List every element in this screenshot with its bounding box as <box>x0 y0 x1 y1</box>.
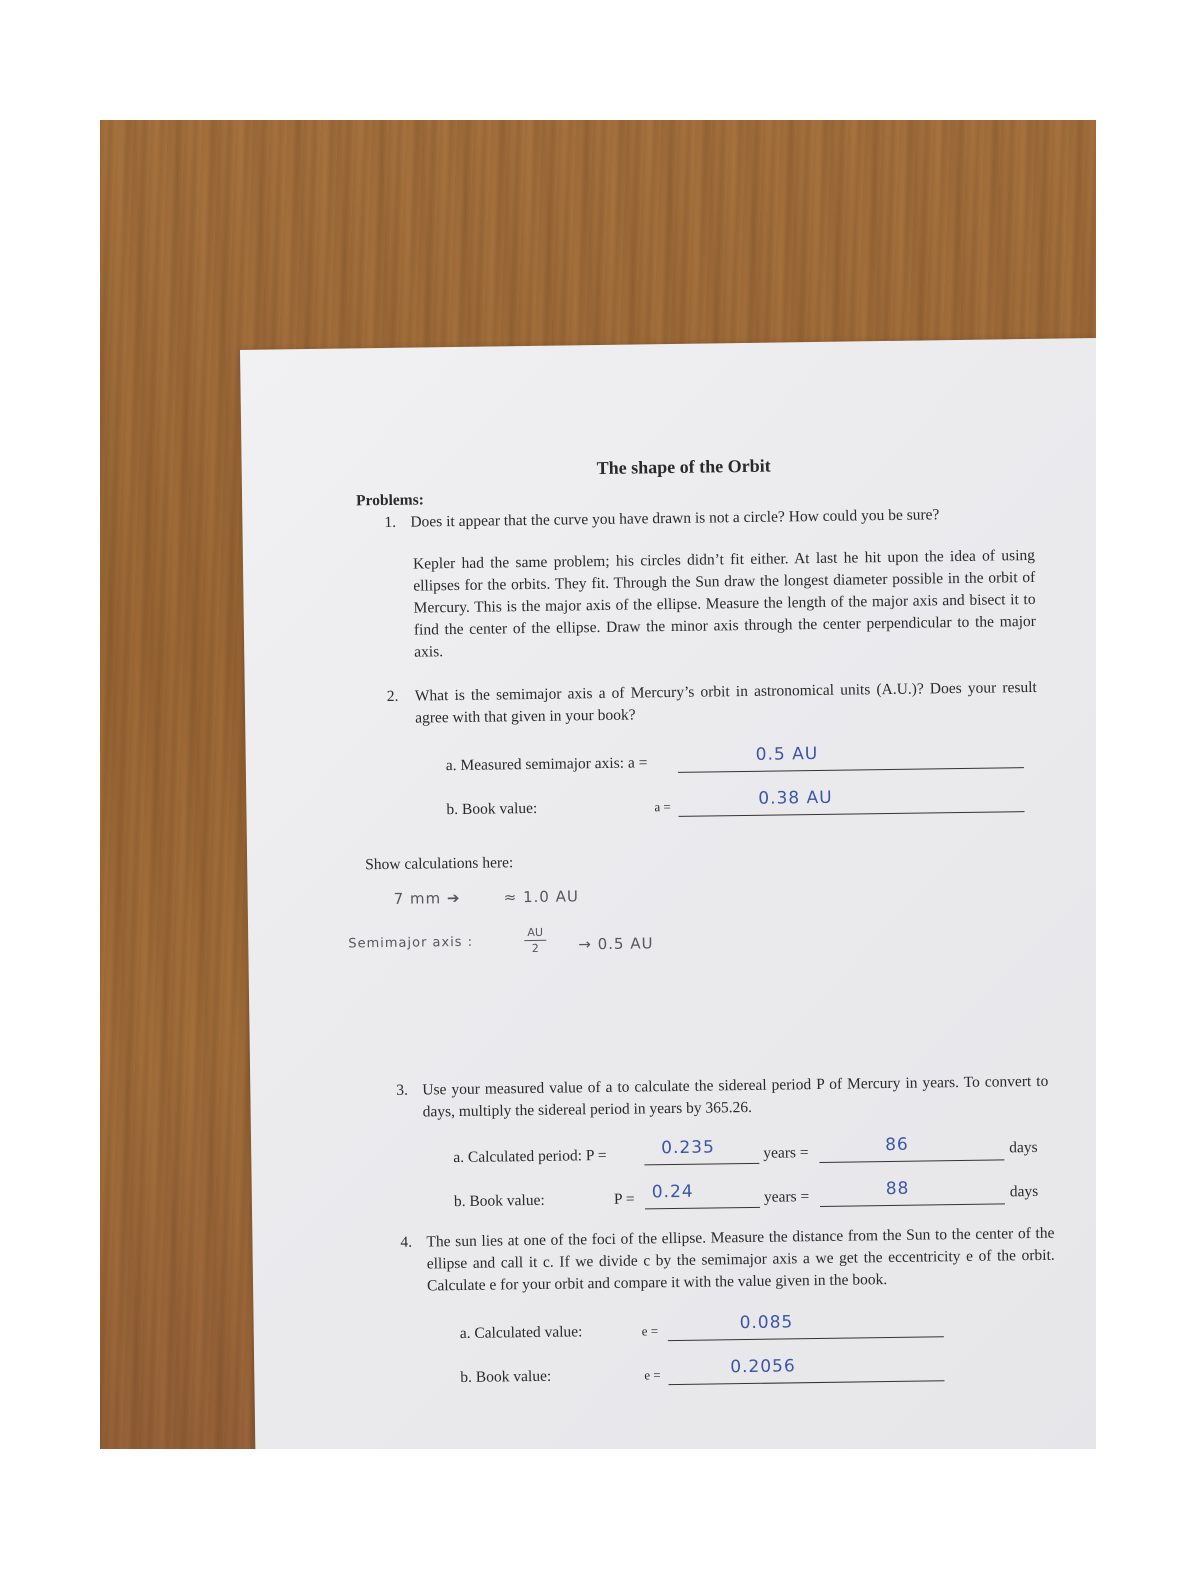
worksheet-title: The shape of the Orbit <box>596 455 771 479</box>
q4a-label: a. Calculated value: <box>459 1323 583 1343</box>
q2b-answer-line <box>679 811 1025 817</box>
q3b-years-label: years = <box>763 1188 810 1206</box>
calculations-heading: Show calculations here: <box>365 854 514 874</box>
q2b-eq: a = <box>654 799 671 815</box>
q4b-answer-line <box>668 1380 944 1385</box>
q3b-days-line <box>820 1203 1005 1207</box>
q4b-eq: e = <box>644 1367 661 1383</box>
q2b-label: b. Book value: <box>446 799 538 819</box>
q3a-days-label: days <box>1009 1138 1038 1157</box>
calc-fraction-bar <box>524 940 546 941</box>
q3b-days-label: days <box>1009 1182 1039 1201</box>
q4a-answer: 0.085 <box>739 1312 794 1334</box>
photo-background <box>100 120 1096 1449</box>
q3b-days-answer: 88 <box>885 1178 910 1200</box>
q1-text: Does it appear that the curve you have drawn is not a circle? How could you be sure? <box>410 506 940 531</box>
q3a-years-line <box>644 1163 759 1166</box>
q2-text: What is the semimajor axis a of Mercury’s orbit in astronomical units (A.U.)? Does your result agree with that given in your book? <box>414 678 1037 727</box>
q1-number: 1. <box>384 513 397 531</box>
calc-line1-left: 7 mm ➔ <box>393 888 461 908</box>
q4b-answer: 0.2056 <box>730 1356 796 1378</box>
q3a-label: a. Calculated period: P = <box>453 1146 607 1167</box>
q4-text: The sun lies at one of the foci of the ellipse. Measure the distance from the Sun to the center of the ellipse and call it c. If we divide c by the semimajor axis a we get the eccentricity e of the orbit. Calculate e for your orbit and compare it with the value given in the book. <box>426 1224 1055 1295</box>
q1-paragraph: Kepler had the same problem; his circles didn’t fit either. At last he hit upon the idea of using ellipses for the orbits. They fit. Through the Sun draw the longest diameter possible in the orbit of Mercury. This is the major axis of the ellipse. Measure the length of the major axis and bisect it to find the center of the ellipse. Draw the minor axis through the center perpendicular to the major axis. <box>412 546 1036 661</box>
calc-fraction-bottom: 2 <box>531 941 539 955</box>
q3b-years-answer: 0.24 <box>651 1181 694 1203</box>
q2a-label: a. Measured semimajor axis: a = <box>445 754 648 775</box>
calc-fraction <box>524 926 546 955</box>
q3a-years-label: years = <box>763 1144 809 1162</box>
q3a-years-answer: 0.235 <box>661 1137 715 1159</box>
q4a-eq: e = <box>641 1323 659 1339</box>
q2a-answer-line <box>678 767 1024 773</box>
q3a-days-line <box>819 1159 1004 1163</box>
q3b-eq: P = <box>613 1190 635 1208</box>
calc-line1-right: ≈ 1.0 AU <box>503 887 579 907</box>
q3b-years-line <box>645 1207 760 1210</box>
calc-line2-left: Semimajor axis : <box>348 934 474 952</box>
calc-fraction-top: AU <box>527 925 544 940</box>
q4a-answer-line <box>668 1336 944 1341</box>
q3-number: 3. <box>396 1081 409 1099</box>
q2b-answer: 0.38 AU <box>758 787 833 809</box>
q2a-answer: 0.5 AU <box>755 743 819 765</box>
q2-number: 2. <box>386 687 399 705</box>
q4-number: 4. <box>400 1233 413 1251</box>
problems-heading: Problems: <box>355 491 424 510</box>
q4b-label: b. Book value: <box>460 1367 552 1387</box>
calc-line2-right: → 0.5 AU <box>578 934 654 954</box>
q3-text: Use your measured value of a to calculate the sidereal period P of Mercury in years. To convert to days, multiply the sidereal period in years by 365.26. <box>422 1072 1049 1121</box>
q3a-days-answer: 86 <box>885 1134 909 1156</box>
q3b-label: b. Book value: <box>453 1191 545 1211</box>
worksheet-paper <box>240 337 1096 1449</box>
